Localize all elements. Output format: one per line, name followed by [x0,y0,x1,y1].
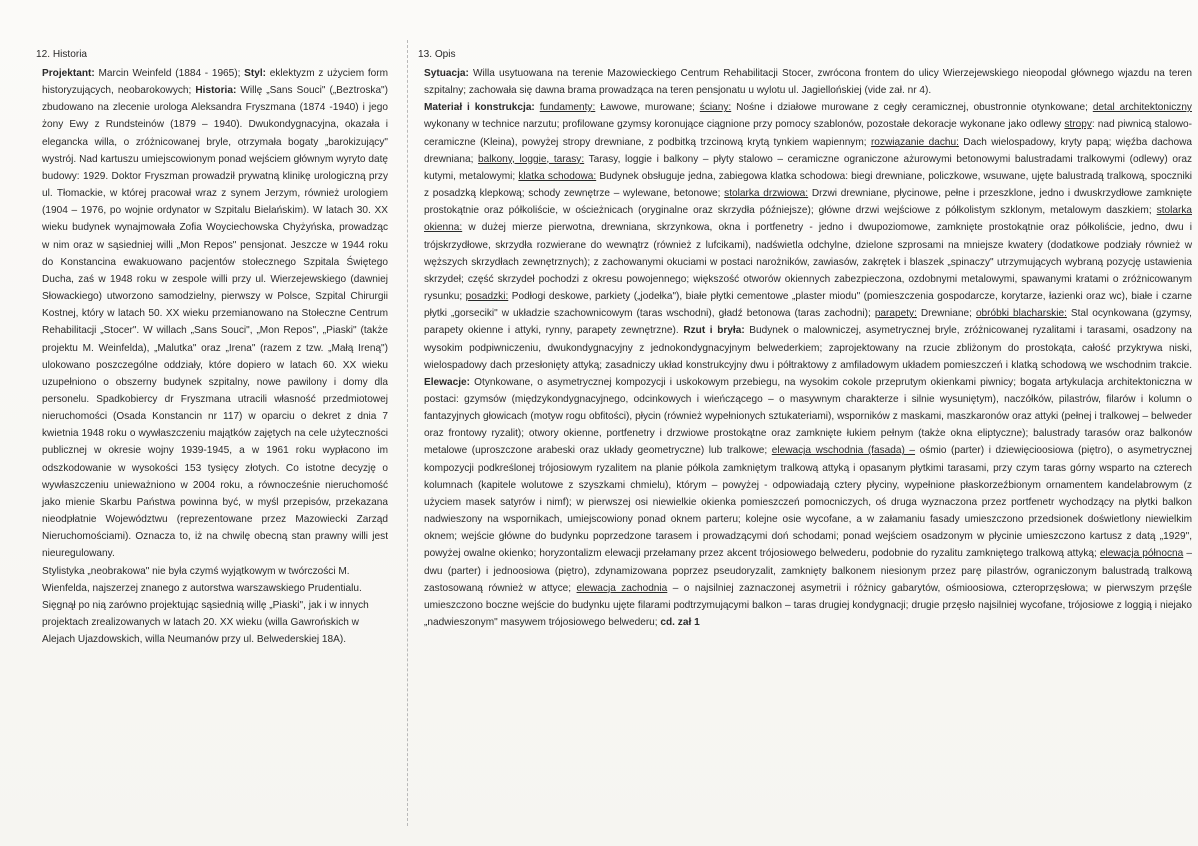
underlined-label: stropy [1064,119,1092,131]
underlined-label: posadzki: [465,291,509,303]
description-paragraph-situation [418,65,1192,99]
text-run: Drzwi drewniane, płycinowe, pełne i przeszklone, jedno i dwuskrzydłowe zamknięte prostokątnie oraz półkoliście, w ościeżnicach (oryginalne oraz skrzydła późniejsze); główne drzwi wejściowe z półkolistym szklonym, metalowym daszkiem; [424,188,1192,217]
text-run: – o najsilniej zaznaczonej asymetrii i różnicy gabarytów, ośmioosiowa, czteroprzęsłowa; w pierwszym przęśle umieszczono boczne wejście do budynku ujęte filarami podtrzymującymi balkon – taras drugiej kondygnacji; drugie przęsło najsilniej wycofane, trójosiowe z loggią i niejako „nadwieszonym" masywem trójosiowego belwederu; [424,582,1192,628]
bold-label: Projektant: [42,68,95,79]
text-run: wykonany w technice narzutu; profilowane gzymsy koronujące ciągnione przy pomocy szablonów, pozostałe dekoracje wykonane jako odlewy [424,119,1065,131]
text-run: Ławowe, murowane; [595,102,700,114]
bold-label: Sytuacja: [424,68,469,79]
text-run: Willa usytuowana na terenie Mazowieckiego Centrum Rehabilitacji Stocer, zwrócona frontem do ulicy Wierzejewskiego nieopodal głównego wjazdu na teren szpitalny; zachowała się dawna brama prowadząca na teren pensjonatu u wylotu ul. Jagiellońskiej (vide zał. nr 4). [424,68,1192,97]
bold-label: Rzut i bryła: [683,325,745,337]
bold-label: Styl: [244,68,267,79]
description-paragraph-construction [418,99,1192,631]
bold-label: Elewacje: [424,376,471,388]
text-run: Otynkowane, o asymetrycznej kompozycji i uskokowym przebiegu, na wysokim cokole przeprutym okienkami piwnicy; bogata artykulacja architektoniczna w postaci: gzymsów (międzykondygnacyjnego, odcinkowych i wieńczącego – o masywnym charakterze i silnie wysuniętym), naczółków, pilastrów, filarów i kolumn o fantazyjnych głowicach (motyw rogu obfitości), płycin (również wypełnionych sztukateriami), wsporników z maskami, maszkaronów oraz attyki (pełnej i tralkowej – belweder oraz frontowy ryzalit); otwory okienne, portfenetry i drzwiowe prostokątne oraz zamknięte łukiem pełnym (także okna eliptyczne); balustrady tarasów oraz balkonów metalowe (uproszczone arabeski oraz układy geometryczne) lub tralkowe; [424,376,1192,457]
section-heading-history: 12. Historia [36,49,88,60]
text-run: : nad piwnicą stalowo-ceramiczne (Kleina), powyżej stropy drewniane, z podbitką trzcinową krytą tynkiem wapiennym; [424,119,1192,148]
bold-label: Historia: [195,85,237,97]
underlined-label: elewacja wschodnia (fasada) – [771,445,916,457]
text-run: w dużej mierze pierwotna, drewniana, skrzynkowa, okna i portfenetry - jedno i dwupoziomowe, zamknięte prostokątnie oraz półkoliście, jedno, dwu i trójskrzydłowe, skrzydła rozwierane do wewnątrz (również z lufcikami), nadświetla odchylne, dzielone szprosami na mniejsze kwatery (dodatkowe podziały również w węższych skrzydłach zewnętrznych); z zachowanymi okuciami w postaci narożników, zawiasów, zakrętek i blaszek „spinaczy" utrzymujących wybraną pozycję ustawienia skrzydeł; część skrzydeł pochodzi z okresu powojennego; większość otworów okiennych zabezpieczona, ozdobnymi metalowymi, spawanymi kratami o zróżnicowanym rysunku; [424,222,1192,303]
underlined-label: balkony, loggie, tarasy: [478,153,585,165]
column-divider [407,40,409,826]
underlined-label: obróbki blacharskie: [975,308,1067,320]
text-run: Budynek o malowniczej, asymetrycznej bryle, zróżnicowanej ryzalitami i tarasami, osadzony na wysokim podpiwniczeniu, dwukondygnacyjny z jednokondygnacyjnym belwederkiem; zaprojektowany na rzucie zbliżonym do prostokąta, całość przykrywa niski, wielospadowy dach przesłonięty attyką; zasadniczy układ konstrukcyjny dwu i półtraktowy z amfiladowym układem pomieszczeń i klatką schodową we wschodnim trakcie. [424,325,1192,371]
text-run: Podłogi deskowe, parkiety („jodełka"), białe płytki cementowe „plaster miodu" (pomieszczenia gospodarcze, korytarze, łazienki oraz wc), białe i czarne płytki „gorseciki" w układzie szachownicowym (taras wschodni), gładź betonowa (taras zachodni); [424,291,1193,320]
text-run: Nośne i działowe murowane z cegły ceramicznej, obustronnie otynkowane; [731,102,1093,114]
text-run: Willę „Sans Souci" („Beztroska") zbudowano na zlecenie urologa Aleksandra Fryszmana (1874 -1940) i jego żony Ewy z Rundsteinów (1879 – 1940). Dwukondygnacyjna, okazała i elegancka willa, o zróżnicowanej bryle, otrzymała bogaty „barokizujący" wystrój. Nad kartuszu umiejscowionym ponad wejściem głównym wyryto datę budowy: 1929. Doktor Fryszman prowadził prywatną klinikę urologiczną przy ul. Tłomackie, w której pracował wraz z synem Jerzym, również urologiem (1904 – 1976, po wojnie ordynator w Szpitalu Bielańskim). W latach 30. XX wieku budynek wynajmowała Zofia Woyciechowska Chyżyńska, prowadząc w nim oraz w sąsiedniej willi „Mon Repos" pensjonat. Jeszcze w 1944 roku do Konstancina ewakuowano pacjentów stołecznego Szpitala Świętego Ducha, zaś w 1948 roku w zespole willi przy ul. Wierzejewskiego (dawniej Słowackiego) utworzono samodzielny, pierwszy w Polsce, Szpital Chirurgii Kostnej, który w latach 50. XX wieku przemianowano na Stołeczne Centrum Rehabilitacji „Stocer". W willach „Sans Souci", „Mon Repos", „Piaski" (także projektu M. Weinfelda), „Malutka" oraz „Irena" (razem z tzw. „Małą Ireną") ulokowano poszczególne oddziały, które dopiero w latach 60. XX wieku uzupełniono o obszerny budynek szpitalny, nowe pawilony i domy dla personelu. Spadkobiercy dr Fryszmana utracili własność przedmiotowej nieruchomości (Osada Konstancin nr 117) w oparciu o dekret z dnia 7 kwietnia 1948 roku o wywłaszczeniu majątków zajętych na cele użyteczności publicznej w okresie wojny 1939-1945, a w 1961 roku wypłacono im odszkodowanie w wysokości 153 tysięcy złotych. Co istotne decyzję o wywłaszczeniu unieważniono w 2004 roku, a równocześnie nieruchomość jako mienie Skarbu Państwa powinna być, w myśl przepisów, przekazana nieodpłatnie Województwu (reprezentowane przez Mazowiecki Zarząd Nieruchomościami). Oznacza to, iż na chwilę obecną stan prawny willi jest nieuregulowany. [42,85,388,560]
text-run: Tarasy, loggie i balkony – płyty stalowo – ceramiczne ograniczone ażurowymi betonowymi balustradami tralkowymi (odlewy) oraz kutymi, metalowymi; [424,153,1192,182]
text-run: Stal ocynkowana (gzymsy, parapety okienne i attyki, rynny, parapety zewnętrzne). [424,308,1192,337]
text-run: Budynek obsługuje jedna, zabiegowa klatka schodowa: biegi drewniane, policzkowe, wsuwane, ujęte balustradą tralkową, spoczniki z posadzką klepkową; schody zewnętrze – wylewane, betonowe; [424,170,1192,200]
underlined-label: parapety: [874,308,917,320]
underlined-label: stolarka drzwiowa: [724,188,809,200]
underlined-label: fundamenty: [539,102,596,114]
history-paragraph-1 [36,65,388,563]
underlined-label: klatka schodowa: [518,170,597,182]
history-paragraph-2: Stylistyka „neobrakowa" nie była czymś wyjątkowym w twórczości M. Wienfelda, najszerzej znanego z autorstwa warszawskiego Prudentialu. Sięgnął po nią zarówno projektując sąsiednią willę „Piaski", jak i w innych projektach zrealizowanych w latach 20. XX wieku (willa Gawrońskich w Alejach Ujazdowskich, willa Neumanów przy ul. Belwederskiej 18A). [42,565,369,646]
text-run: – dwu (parter) i jednoosiowa (piętro), zdynamizowana poprzez pseudoryzalit, zamknięty balkonem niesionym przez parę pilastrów, ograniczonym balustradą tralkową zastosowaną również w attyce; [424,548,1192,594]
bold-label: cd. zał 1 [660,617,700,628]
text-run: ośmio (parter) i dziewięcioosiowa (piętro), o asymetrycznej kompozycji podkreślonej trójosiowym ryzalitem na planie półkola zamkniętym tralkową attyką i opasanym płytkimi tarasami, przy czym taras górny wsparto na czterech kolumnach (kapitele wolutowe z szyszkami chmielu), którym – powyżej - odpowiadają cztery płyciny, wypełnione płaskorzeźbionym ornamentem kandelabrowym (z użyciem masek satyrów i nimf); w pierwszej osi niewielkie okienka pomieszczeń pomocniczych, oś druga wyznaczona przez portfenetr wychodzący na płytki balkon nadwieszony na wspornikach, umiejscowiony ponad oknem parteru; kolejne osie wycofane, a w załamaniu fasady umieszczono przedsionek doświetlony niewielkim oknem; wejście główne do budynku poprzedzone tarasem i prowadzącymi doń schodami; ponad wejściem osadzonym w płycinie umieszczono kartusz z datą „1929", powyżej owalne okienko; horyzontalizm elewacji przełamany przez akcent trójosiowego belwederu, podobnie do ryzalitu zamkniętego tralkową attyką; [424,445,1193,560]
section-heading-description: 13. Opis [418,49,456,60]
text-run: Drewniane; [916,308,976,320]
underlined-label: ściany: [699,102,732,114]
bold-label: Materiał i konstrukcja: [424,102,535,114]
text-run: eklektyzm z użyciem form historyzujących, neobarokowych; [42,68,389,97]
underlined-label: elewacja zachodnia [576,582,668,594]
underlined-label: detal architektoniczny [1092,102,1192,114]
section-description [418,48,1192,631]
text-run: Marcin Weinfeld (1884 - 1965); [94,68,245,79]
underlined-label: rozwiązanie dachu: [870,136,959,148]
underlined-label: stolarka okienna: [424,205,1192,234]
section-history [36,48,388,648]
text-run: Dach wielospadowy, kryty papą; więźba dachowa drewniana; [424,136,1192,165]
underlined-label: elewacja północna [1099,548,1184,560]
